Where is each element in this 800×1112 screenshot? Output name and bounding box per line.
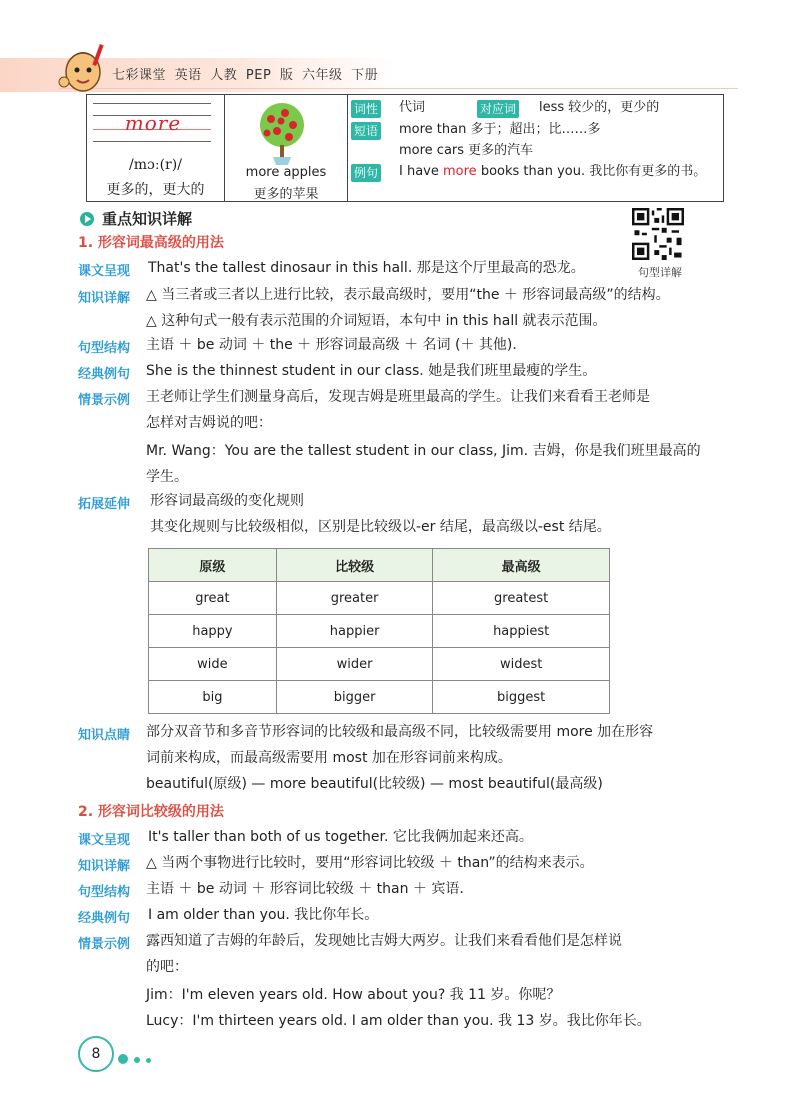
part2-example-label: 经典例句	[78, 911, 131, 926]
part1-structure: 主语 ＋ be 动词 ＋ the ＋ 形容词最高级 ＋ 名词 (＋ 其他).	[146, 337, 517, 353]
part2-detail: △ 当两个事物进行比较时，要用“形容词比较级 ＋ than”的结构来表示。	[146, 855, 594, 871]
table-header-cell: 最高级	[433, 549, 610, 582]
part1-text: That's the tallest dinosaur in this hall. 那是这个厅里最高的恐龙。	[148, 260, 585, 276]
header-divider	[58, 88, 738, 89]
table-cell: greatest	[433, 582, 610, 615]
part1-tip-1: 部分双音节和多音节形容词的比较级和最高级不同，比较级需要用 more 加在形容	[146, 724, 654, 740]
card-divider	[347, 95, 348, 201]
phrase-text-1: more than 多于；超出；比……多	[399, 122, 601, 137]
part2-text: It's taller than both of us together. 它比我俩加起来还高。	[148, 829, 533, 845]
part1-detail-1: △ 当三者或三者以上进行比较，表示最高级时，要用“the ＋ 形容词最高级”的结构。	[146, 287, 670, 303]
section-title	[80, 208, 192, 229]
phrase-label: 短语	[351, 122, 381, 140]
picture-caption-zh: 更多的苹果	[253, 187, 319, 202]
part2-scene-label: 情景示例	[78, 937, 131, 952]
qr-code-icon[interactable]	[632, 208, 684, 260]
part2-structure-label: 句型结构	[78, 885, 131, 900]
antonym-text: less 较少的，更少的	[539, 100, 660, 115]
table-cell: happiest	[433, 615, 610, 648]
example-pre: I have	[399, 164, 443, 179]
section-title-text: 重点知识详解	[102, 210, 193, 228]
part2-title: 2. 形容词比较级的用法	[78, 804, 224, 820]
part2-structure: 主语 ＋ be 动词 ＋ 形容词比较级 ＋ than ＋ 宾语.	[146, 881, 464, 897]
table-cell: wider	[276, 648, 432, 681]
table-cell: happier	[276, 615, 432, 648]
decor-dot	[134, 1057, 140, 1063]
table-header-cell: 原级	[149, 549, 277, 582]
table-cell: happy	[149, 615, 277, 648]
part1-title: 1. 形容词最高级的用法	[78, 235, 224, 251]
part1-detail-label: 知识详解	[78, 291, 131, 306]
part1-ext-title: 形容词最高级的变化规则	[150, 493, 304, 509]
pos-text: 代词	[399, 100, 426, 115]
part2-example: I am older than you. 我比你年长。	[148, 907, 379, 923]
part2-scene-4: Lucy：I'm thirteen years old. I am older than you. 我 13 岁。我比你年长。	[146, 1013, 651, 1029]
antonym-label: 对应词	[477, 100, 519, 118]
part2-detail-label: 知识详解	[78, 859, 131, 874]
part1-detail-2: △ 这种句式一般有表示范围的介词短语，本句中 in this hall 就表示范围。	[146, 313, 607, 329]
table-row	[149, 582, 610, 615]
table-row	[149, 648, 610, 681]
part1-structure-label: 句型结构	[78, 341, 131, 356]
example-sentence	[399, 163, 706, 181]
part2-scene-1: 露西知道了吉姆的年龄后，发现她比吉姆大两岁。让我们来看看他们是怎样说	[146, 933, 622, 949]
table-cell: wide	[149, 648, 277, 681]
table-cell: great	[149, 582, 277, 615]
example-highlight: more	[443, 164, 477, 179]
table-header-cell: 比较级	[276, 549, 432, 582]
part1-ext-label: 拓展延伸	[78, 497, 131, 512]
part1-tip-2: 词前来构成，而最高级需要用 most 加在形容词前来构成。	[146, 750, 512, 766]
page-number: 8	[78, 1036, 114, 1072]
table-cell: widest	[433, 648, 610, 681]
table-header-row	[149, 549, 610, 582]
header-title: 七彩课堂 英语 人教 PEP 版 六年级 下册	[112, 68, 379, 83]
part1-scene-3: Mr. Wang：You are the tallest student in our class, Jim. 吉姆，你是我们班里最高的	[146, 443, 701, 459]
table-cell: greater	[276, 582, 432, 615]
decor-dot	[146, 1058, 151, 1063]
pos-label: 词性	[351, 100, 381, 118]
part1-ext-text: 其变化规则与比较级相似，区别是比较级以-er 结尾，最高级以-est 结尾。	[150, 519, 611, 535]
play-icon	[80, 212, 94, 226]
part1-scene-label: 情景示例	[78, 393, 131, 408]
writing-line	[93, 141, 211, 142]
vocab-card	[86, 94, 724, 202]
adjective-forms-table	[148, 548, 610, 714]
table-cell: big	[149, 681, 277, 714]
part2-text-label: 课文呈现	[78, 833, 131, 848]
picture-caption-en: more apples	[245, 165, 327, 180]
phrase-text-2: more cars 更多的汽车	[399, 143, 534, 158]
part1-scene-2: 怎样对吉姆说的吧：	[146, 415, 272, 431]
part1-scene-1: 王老师让学生们测量身高后，发现吉姆是班里最高的学生。让我们来看看王老师是	[146, 389, 650, 405]
part1-example-label: 经典例句	[78, 367, 131, 382]
part1-example: She is the thinnest student in our class. 她是我们班里最瘦的学生。	[146, 363, 597, 379]
vocab-meaning: 更多的，更大的	[106, 182, 205, 198]
part1-tip-3: beautiful(原级) — more beautiful(比较级) — most beautiful(最高级)	[146, 776, 603, 792]
part1-scene-4: 学生。	[146, 469, 188, 485]
mascot-icon	[56, 38, 110, 94]
example-post: books than you. 我比你有更多的书。	[476, 164, 707, 179]
table-row	[149, 615, 610, 648]
vocab-phonetic: /mɔː(r)/	[129, 157, 182, 173]
part1-text-label: 课文呈现	[78, 264, 131, 279]
vocab-word: more	[124, 111, 182, 135]
decor-dot	[118, 1054, 128, 1064]
part1-tip-label: 知识点睛	[78, 728, 131, 743]
example-label: 例句	[351, 164, 381, 182]
table-row	[149, 681, 610, 714]
part2-scene-3: Jim：I'm eleven years old. How about you? 我 11 岁。你呢？	[146, 987, 561, 1003]
part2-scene-2: 的吧：	[146, 959, 188, 975]
table-cell: biggest	[433, 681, 610, 714]
qr-caption: 句型详解	[638, 266, 682, 279]
writing-line	[93, 103, 211, 104]
table-cell: bigger	[276, 681, 432, 714]
apple-tree-icon	[251, 101, 313, 167]
